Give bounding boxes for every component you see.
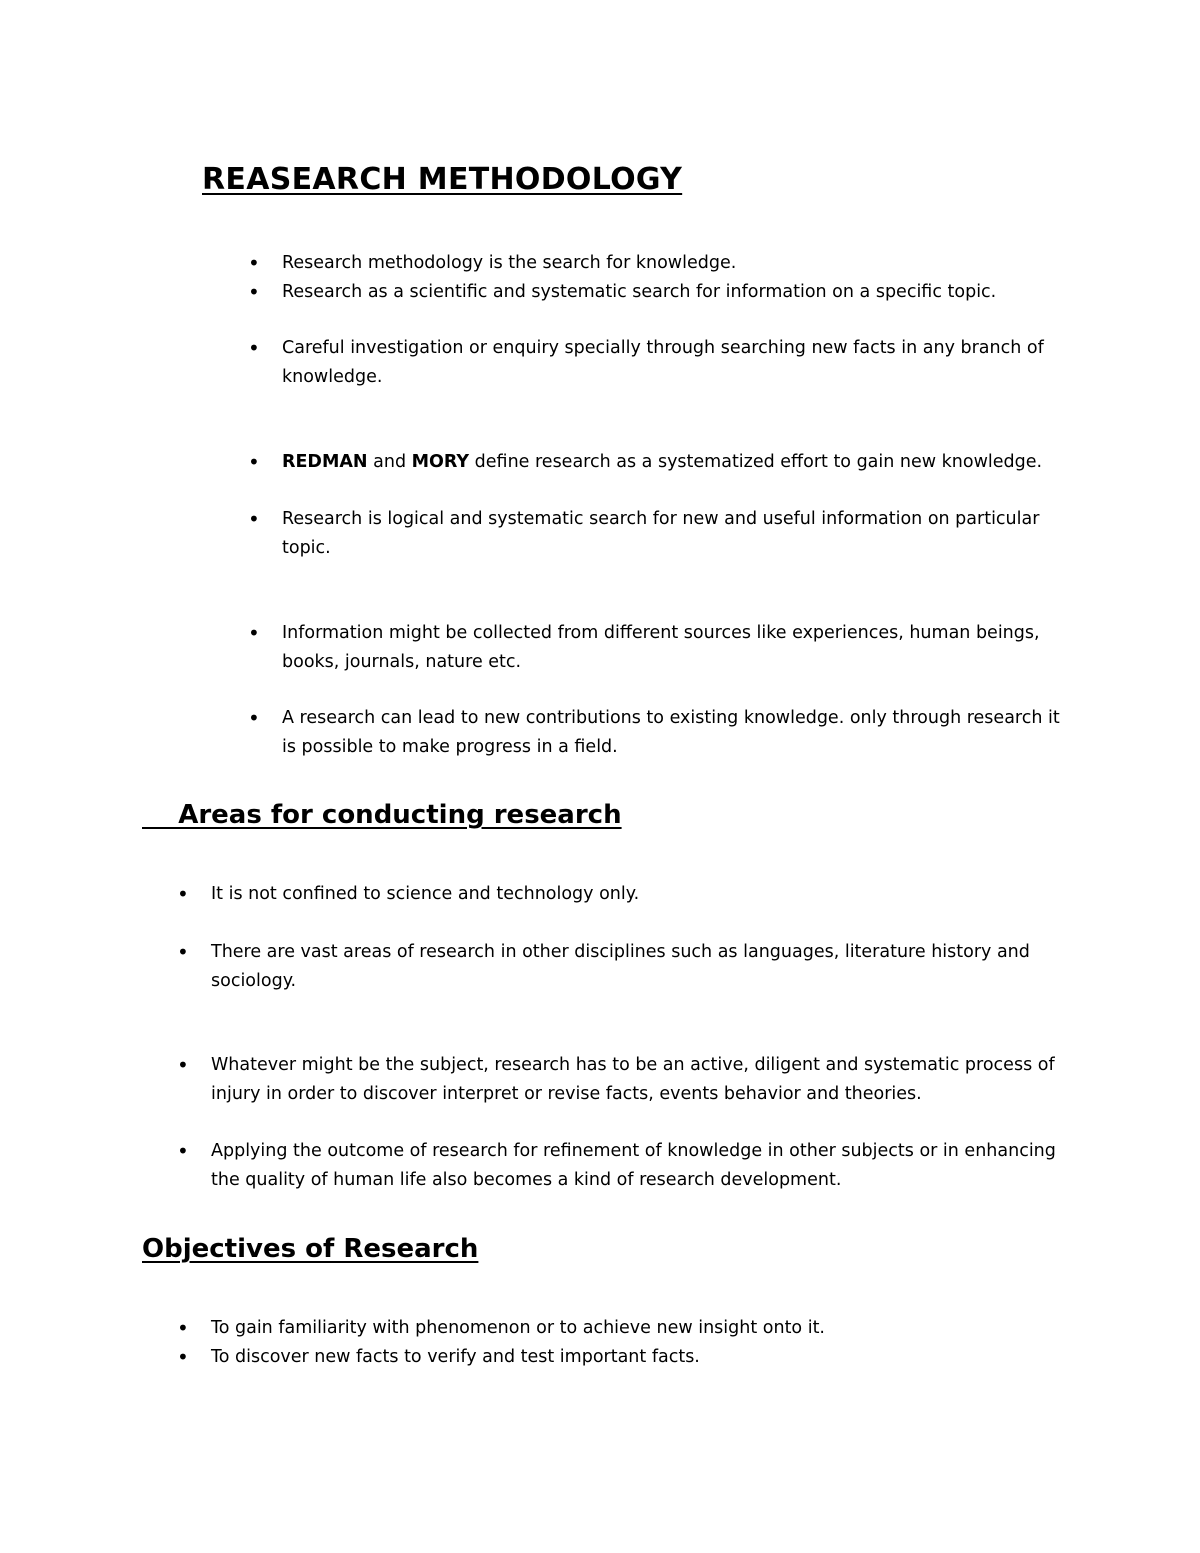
list-item bbox=[248, 505, 1072, 562]
section-heading-objectives: Objectives of Research bbox=[142, 1234, 479, 1264]
author-name: MORY bbox=[411, 452, 470, 472]
bullet-icon: • bbox=[177, 1345, 189, 1369]
list-item bbox=[248, 448, 1072, 477]
bullet-icon: • bbox=[248, 621, 260, 645]
list-item-text: Whatever might be the subject, research has to be an active, diligent and systematic process of injury in order to discover interpret or revise facts, events behavior and theories. bbox=[211, 1055, 1055, 1104]
list-item-text: To gain familiarity with phenomenon or to achieve new insight onto it. bbox=[211, 1318, 825, 1338]
bullet-icon: • bbox=[248, 450, 260, 474]
bullet-icon: • bbox=[177, 1053, 189, 1077]
list-item bbox=[248, 278, 1072, 307]
list-item-text: Research is logical and systematic search for new and useful information on particular topic. bbox=[282, 509, 1040, 558]
list-item-text: Research methodology is the search for knowledge. bbox=[282, 253, 737, 273]
bullet-icon: • bbox=[177, 940, 189, 964]
list-item bbox=[177, 1137, 1071, 1194]
list-item-text: Information might be collected from different sources like experiences, human beings, books, journals, nature etc. bbox=[282, 623, 1040, 672]
list-item bbox=[248, 619, 1072, 676]
list-item bbox=[248, 704, 1072, 761]
author-name: REDMAN bbox=[282, 452, 368, 472]
list-item-text: It is not confined to science and technology only. bbox=[211, 884, 640, 904]
bullet-icon: • bbox=[248, 706, 260, 730]
bullet-icon: • bbox=[248, 251, 260, 275]
list-item bbox=[248, 334, 1072, 391]
list-item-text: Careful investigation or enquiry specially through searching new facts in any branch of knowledge. bbox=[282, 338, 1044, 387]
list-item-text: Applying the outcome of research for refinement of knowledge in other subjects or in enhancing the quality of human life also becomes a kind of research development. bbox=[211, 1141, 1056, 1190]
list-item-text: A research can lead to new contributions to existing knowledge. only through research it is possible to make progress in a field. bbox=[282, 708, 1060, 757]
bullet-icon: • bbox=[248, 280, 260, 304]
document-title: REASEARCH METHODOLOGY bbox=[202, 162, 683, 197]
list-item-text: There are vast areas of research in other disciplines such as languages, literature history and sociology. bbox=[211, 942, 1030, 991]
section-heading-areas: Areas for conducting research bbox=[142, 800, 622, 830]
list-item bbox=[177, 1343, 1071, 1372]
bullet-icon: • bbox=[177, 882, 189, 906]
list-item bbox=[177, 880, 1071, 909]
list-item bbox=[177, 1051, 1071, 1108]
list-item bbox=[248, 249, 1072, 278]
list-item-text: To discover new facts to verify and test important facts. bbox=[211, 1347, 700, 1367]
bullet-icon: • bbox=[177, 1139, 189, 1163]
list-item-text: Research as a scientific and systematic search for information on a specific topic. bbox=[282, 282, 997, 302]
bullet-icon: • bbox=[248, 507, 260, 531]
list-item bbox=[177, 1314, 1071, 1343]
list-item-text: and bbox=[367, 452, 412, 472]
list-item-text: define research as a systematized effort to gain new knowledge. bbox=[469, 452, 1043, 472]
bullet-icon: • bbox=[248, 336, 260, 360]
bullet-icon: • bbox=[177, 1316, 189, 1340]
list-item bbox=[177, 938, 1071, 995]
